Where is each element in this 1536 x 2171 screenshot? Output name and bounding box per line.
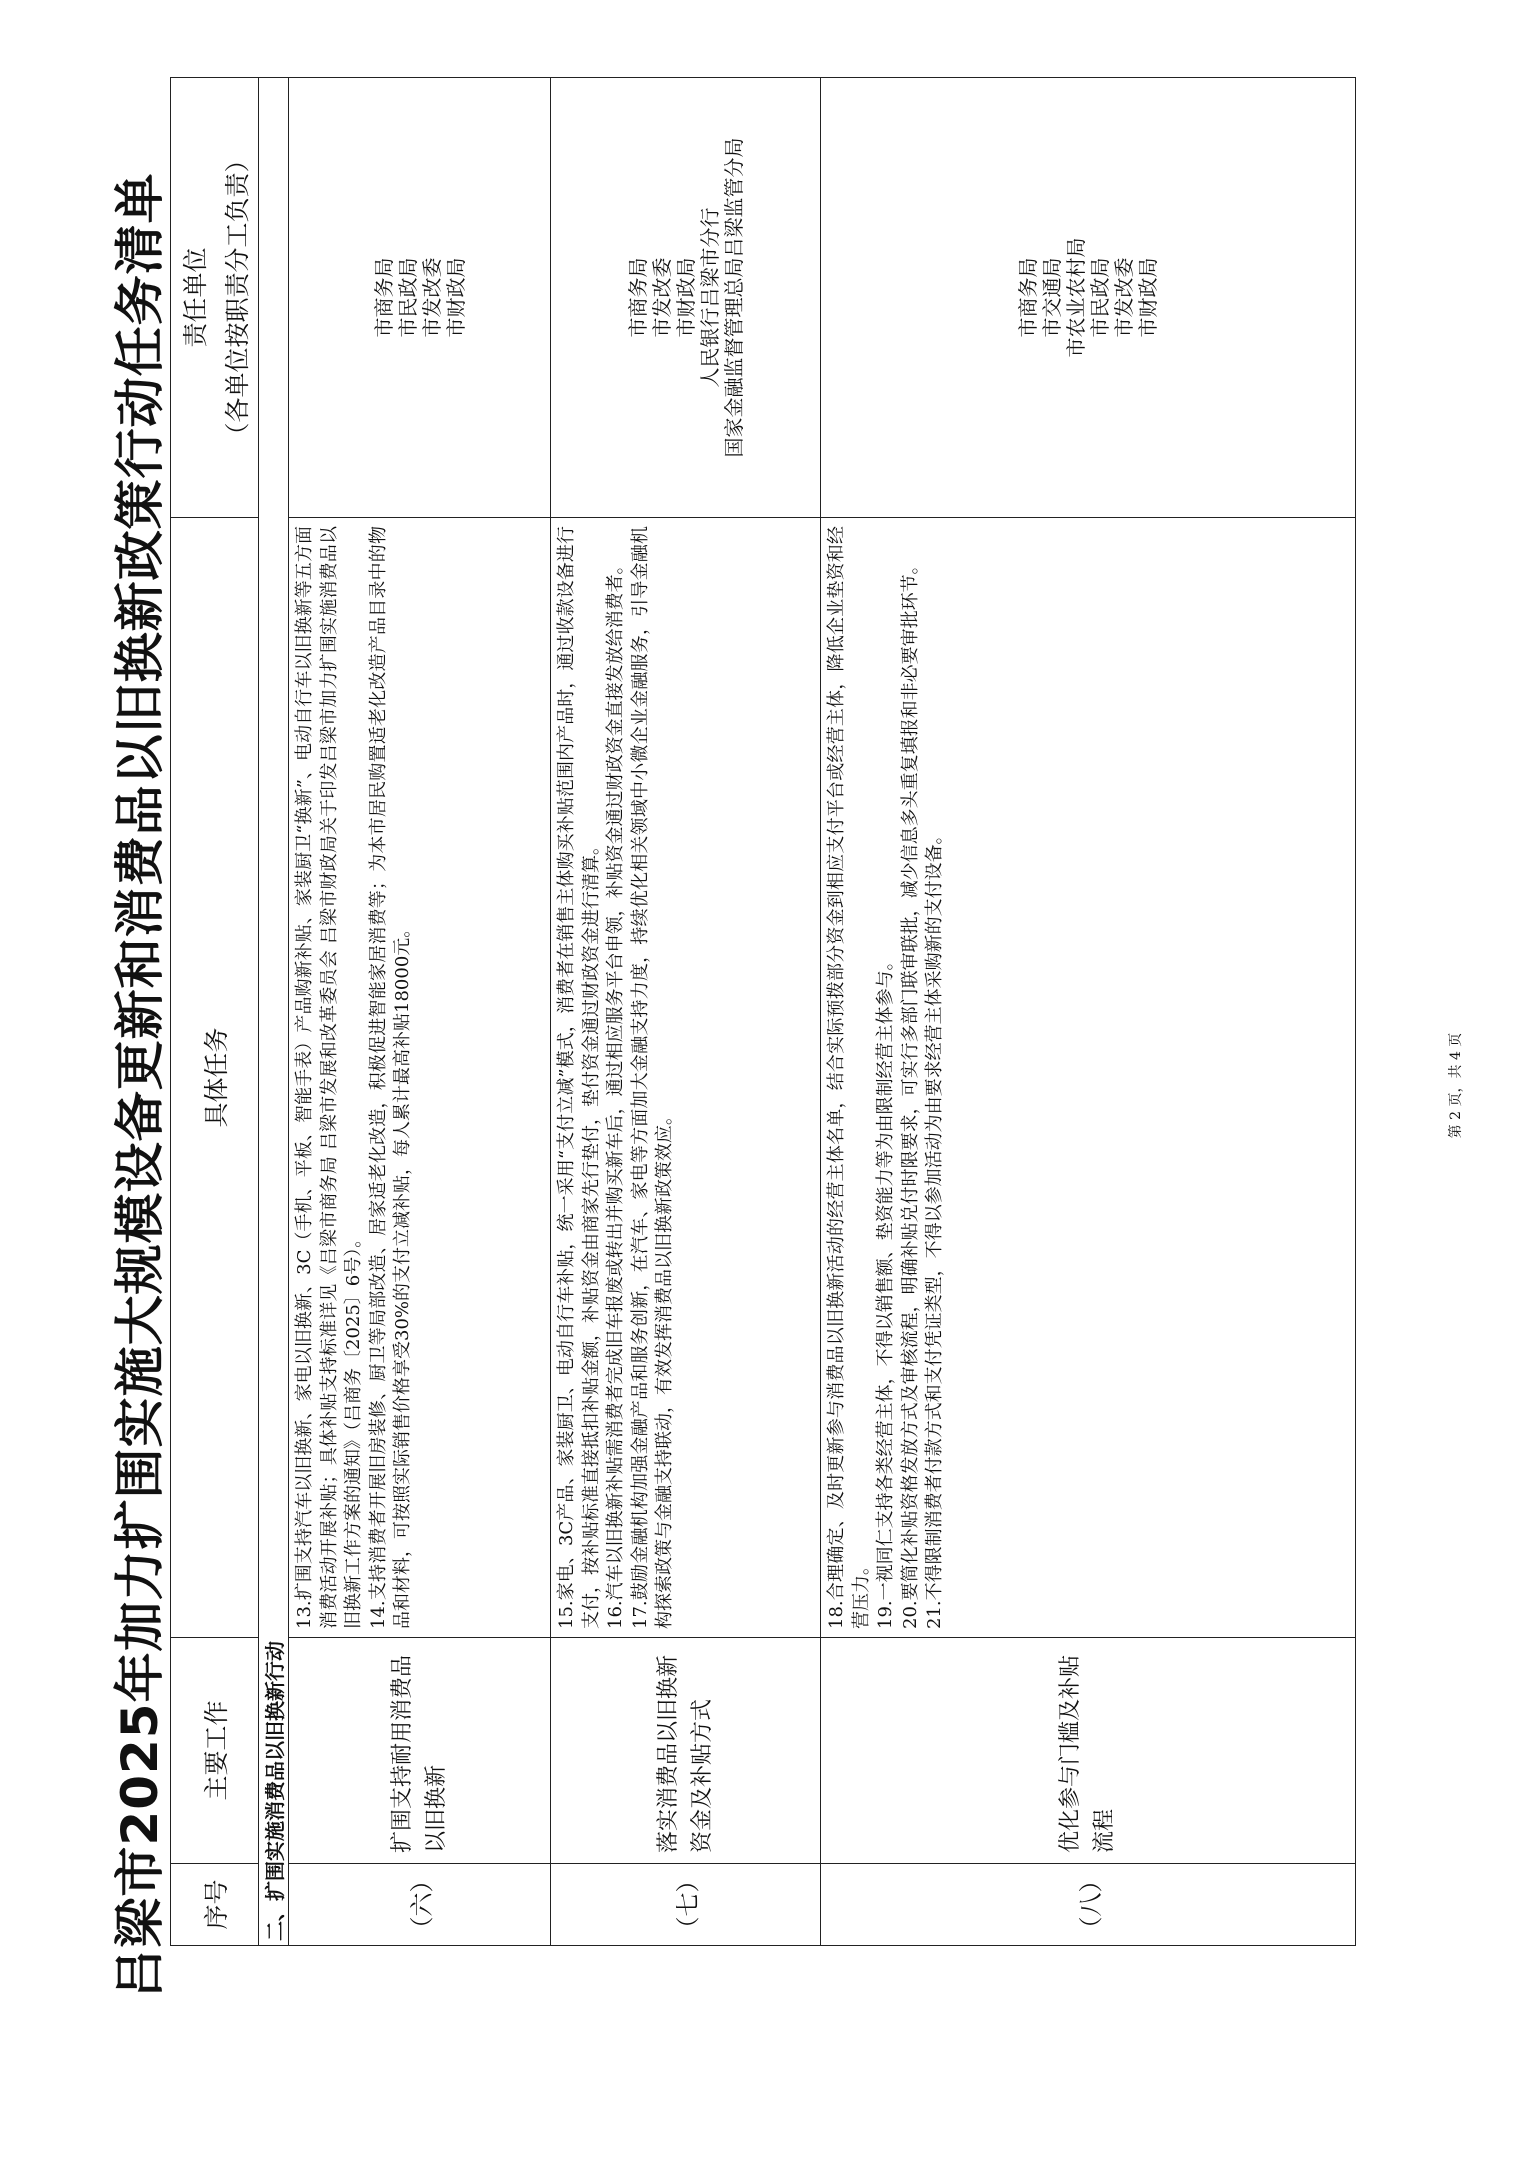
task-item: 20.要简化补贴资格发放方式及审核流程，明确补贴兑付时限要求，可实行多部门联审联批，减少信息多头重复填报和非必要审批环节。 <box>899 556 921 1629</box>
row-tasks <box>551 518 821 1638</box>
header-no: 序号 <box>171 1864 259 1946</box>
row-number: （七） <box>551 1864 821 1946</box>
unit-item: 市商务局 <box>371 257 396 338</box>
unit-item: 人民银行吕梁市分行 <box>697 207 722 388</box>
unit-item: 市财政局 <box>443 257 468 338</box>
task-table <box>170 77 1356 1946</box>
table-row <box>821 78 1356 1946</box>
unit-item: 市农业农村局 <box>1064 237 1088 358</box>
header-units-note: （各单位按职责分工负责） <box>222 147 252 448</box>
section-title: 二、扩围实施消费品以旧换新行动 <box>259 78 289 1946</box>
task-item: 17.鼓励金融机构加强金融产品和服务创新，在汽车、家电等方面加大金融支持力度，持续优化相关领域中小微企业金融服务，引导金融机构探索政策与金融支持联动，有效发挥消费品以旧换新政策效应。 <box>629 526 675 1629</box>
row-main-work: 优化参与门槛及补贴流程 <box>821 1638 1356 1864</box>
unit-item: 市商务局 <box>625 257 650 338</box>
table-header-row <box>171 78 259 1946</box>
section-row <box>259 78 289 1946</box>
unit-item: 国家金融监督管理总局吕梁监管分局 <box>721 137 746 458</box>
row-tasks <box>289 518 551 1638</box>
table-row <box>551 78 821 1946</box>
task-item: 13.扩围支持汽车以旧换新、家电以旧换新、3C（手机、平板、智能手表）产品购新补贴、家装厨卫“换新”、电动自行车以旧换新等五方面消费活动开展补贴；具体补贴支持标准详见《吕梁市商务局 吕梁市发展和改革委员会 吕梁市财政局关于印发吕梁市加力扩围实施消费品以旧换新工作方案的通知》（吕商务〔2025〕6号）。 <box>294 526 364 1629</box>
unit-item: 市发改委 <box>419 257 444 338</box>
header-units-title: 责任单位 <box>180 247 210 348</box>
unit-item: 市发改委 <box>649 257 674 338</box>
page-number: 第 2 页，共 4 页 <box>1448 1032 1464 1139</box>
row-units <box>551 78 821 518</box>
unit-item: 市财政局 <box>673 257 698 338</box>
unit-item: 市交通局 <box>1040 257 1064 338</box>
task-item: 16.汽车以旧换新补贴需消费者完成旧车报废或转出并购买新车后，通过相应服务平台申领，补贴资金通过财政资金直接发放给消费者。 <box>605 556 626 1629</box>
row-number: （六） <box>289 1864 551 1946</box>
row-units <box>821 78 1356 518</box>
task-item: 21.不得限制消费者付款方式和支付凭证类型，不得以参加活动为由要求经营主体采购新的支付设备。 <box>924 826 945 1629</box>
task-item: 18.合理确定、及时更新参与消费品以旧换新活动的经营主体名单，结合实际预拨部分资金到相应支付平台或经营主体，降低企业垫资和经营压力。 <box>826 526 872 1629</box>
row-main-work: 扩围支持耐用消费品以旧换新 <box>289 1638 551 1864</box>
row-units <box>289 78 551 518</box>
task-item: 15.家电、3C产品、家装厨卫、电动自行车补贴，统一采用“支付立减”模式，消费者在销售主体购买补贴范围内产品时，通过收款设备进行支付，按补贴标准直接抵扣补贴金额，补贴资金由商家先行垫付，垫付资金通过财政资金进行清算。 <box>556 526 602 1629</box>
row-main-work: 落实消费品以旧换新资金及补贴方式 <box>551 1638 821 1864</box>
unit-item: 市民政局 <box>1088 257 1112 338</box>
table-row <box>289 78 551 1946</box>
unit-item: 市发改委 <box>1112 257 1136 338</box>
task-item: 19.一视同仁支持各类经营主体，不得以销售额、垫资能力等为由限制经营主体参与。 <box>875 952 896 1629</box>
header-units <box>171 78 259 518</box>
row-number: （八） <box>821 1864 1356 1946</box>
header-work: 主要工作 <box>171 1638 259 1864</box>
unit-item: 市民政局 <box>395 257 420 338</box>
unit-item: 市财政局 <box>1136 257 1160 338</box>
document-title: 吕梁市2025年加力扩围实施大规模设备更新和消费品以旧换新政策行动任务清单 <box>111 172 169 1999</box>
task-item: 14.支持消费者开展旧房装修、厨卫等局部改造、居家适老化改造，积极促进智能家居消费等；为本市居民购置适老化改造产品目录中的物品和材料，可按照实际销售价格享受30%的支付立减补贴，每人累计最高补贴18000元。 <box>367 526 413 1629</box>
header-tasks: 具体任务 <box>171 518 259 1638</box>
row-tasks <box>821 518 1356 1638</box>
unit-item: 市商务局 <box>1016 257 1040 338</box>
